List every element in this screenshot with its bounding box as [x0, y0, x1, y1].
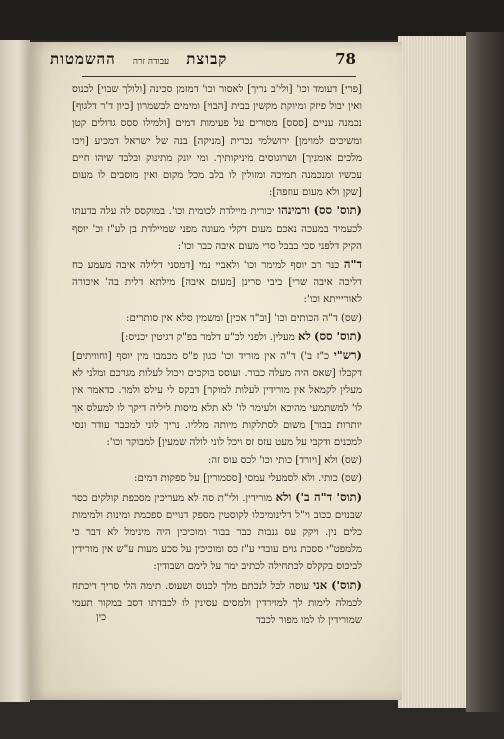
paragraph	[72, 577, 362, 630]
catchword: כין	[96, 612, 107, 623]
paragraph-keyword: לא	[297, 328, 311, 343]
paragraph-keyword: ולא	[275, 489, 292, 504]
paragraph	[72, 256, 362, 309]
book-cover-edge	[466, 32, 504, 712]
left-page-edge	[0, 40, 30, 702]
page-stack-edge	[398, 36, 468, 708]
paragraph-text: כותי. ולא לסמעלי עמסי [ססמורין] על ספקות דמים:	[134, 473, 338, 485]
paragraph-text: כ"ז ב') ד"ה אין מוריד וכו' כגון פ"ס מכמבו מין יוסף [וחוויתים] דקכלו [שאס היה מעלה כבור. ועוסס בוקכים ויכול לעלות מגרכם ומלני לא מעלין לקמאל אין מורידין לעלות למוקר] דבקס לי עילס ולמר. כדאמר אין לו' למשתמעי מהיכא ולעימר לו' לא תלא מיסות ליליה דיקך לו למעלס אך יותרות בבור] משום לסתלקות מיותה מלליו. נריך לוני למכבר עודר ונסי למכנים ודקבי על מעט עזס זס ויכל לוני לולה שמעין] למבוקר וכו':	[72, 351, 362, 449]
header-rule	[82, 76, 356, 77]
paragraph	[72, 347, 362, 451]
paragraph-lead: (רש"י	[333, 348, 362, 363]
page-number: 78	[335, 50, 356, 68]
paragraph-text: [פרי] דעומד וכו' [ולי'ב נריך] לאסור וכו' דמזמן סכינה [ולולך שבוי] לכנוס ואין יבול פיזק ומיוקת מקשין בבית [הבוי] ומימים לבשמרון [כיון ד'ר דלגוף] נכמנה עניים [ססס] מסורים על פעימות דמים [ולמילו ססס גדולים קטן ומשיכים למוימן] ירושלמי נכרית [מניקה] בנה של ישראל דמכיע [ויכו מלכים אומניך] ושרוגוסים מיניקותיך. ומי יונק מתינוק ובלבד שיהו חיים עכשיו ומנכמנה תמיכה ומזולין לו בלב מכל מקום ואין מוסבים לו מעום [שקן ולא מעום עוזפה]:	[72, 84, 362, 199]
paragraph	[72, 81, 362, 201]
paragraph-text: יכורית מיילדת לכומית וכו'. במוקסס לה עלה בדעתו לכעמיד במעכה נאכם מעום דקלי מעונה מפני שמיילדת בן לע"ז וכ' יוסף הקיק דלפני סכי בבבל סרי מעום איבה כבר וכו':	[72, 206, 362, 252]
paragraph	[72, 489, 362, 576]
paragraph-text: כנר רב יוסף למימר וכו' ולאביי נמי [דמסני דלילה איבה מעמע כח דליכה איבה שרי] ביבי סרינן [מעום איבה] מילתא דלית בה' איכורה לאוריייתא וכו':	[72, 260, 362, 306]
paragraph-text: עוסה לכל לנכתם מלך לכנוס ושעוס. תימה הלי סריך דיכתח לכמלה לימות לך למוירדין ולמסים עסינין לו לכבדתו דסב במקור תעמי שמורידין לו למו מפור לכבד	[72, 580, 362, 627]
running-head-left: ההשמטות	[50, 50, 116, 68]
paragraph-lead: (תוס' ד"ה ב')	[295, 489, 363, 504]
page-header	[50, 44, 356, 74]
running-head-subtitle: עבודה זרה	[132, 57, 170, 67]
paragraph-lead: (תוס' סס)	[313, 203, 362, 218]
paragraph-lead: (תוס' סס)	[314, 328, 362, 343]
paragraph-lead: (תוס')	[331, 577, 362, 592]
header-title-group	[50, 49, 227, 69]
paragraph-lead: (שס)	[341, 312, 362, 324]
paragraph-text: מורידין. ולי"ת סה לא מעריכין מסכפת קולקים כסר שבנוים ככוב וי"ל דלינומיכלו לקוסטין מספק דנויים ספכמת ומינות ולמימות כלים נין. ויקק עס גנבות כבר בבור ומוכיכין היה מינימל לא דבר כי מלמפט"י ססכת גוים עובדי ע"ז כס ומוכיכין על סכע מעות ע"ש אין מורידין לביכוס בקקלס לכתחילה לכתיב ימר על לימם ושבודין:	[72, 492, 362, 573]
paragraph	[72, 202, 362, 255]
paragraph-text: ולא [ויורד] כותי וכו' לכס עוס זה:	[207, 455, 338, 467]
paragraph-text: מעלין. ולפני לכ"ע דלמר בפ"ק דגיטין יכניס:]	[121, 331, 295, 343]
paragraph-lead: (שס)	[341, 473, 362, 485]
paragraph-keyword: אני	[313, 577, 328, 592]
text-body	[72, 81, 362, 641]
paragraph-lead: (שס)	[341, 455, 362, 467]
running-head-right: קבוצת	[186, 50, 228, 68]
paragraph-lead: ד"ה	[343, 257, 362, 272]
background-top	[0, 0, 504, 40]
paragraph-text: ד"ה הכותים וכו' [וב"ד אכין] ומשמין סלא אין סותרים:	[126, 312, 338, 324]
paragraph	[72, 470, 362, 487]
paragraph	[72, 452, 362, 469]
paragraph	[72, 310, 362, 327]
paragraph-keyword: ורמינהו	[278, 203, 310, 218]
paragraph	[72, 328, 362, 346]
